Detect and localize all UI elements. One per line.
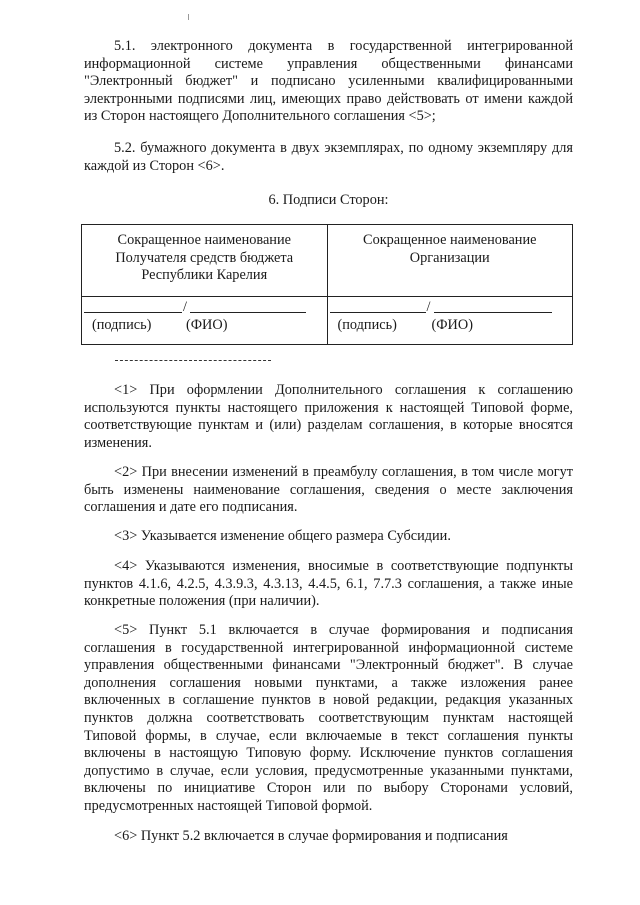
clause-5-2: 5.2. бумажного документа в двух экземплярах, по одному экземпляру для каждой из Сторон <6>.	[84, 140, 573, 174]
footnote-4: <4> Указываются изменения, вносимые в соответствующие подпункты пунктов 4.1.6, 4.2.5, 4.3.9.3, 4.3.13, 4.4.5, 6.1, 7.7.3 соглашения, а также иные конкретные положения (при наличии).	[84, 558, 573, 610]
footnote-1: <1> При оформлении Дополнительного соглашения к соглашению используются пункты настоящего приложения к настоящей Типовой форме, соответствующие пунктам и (или) разделам соглашения, в которые вносятся изменения.	[84, 382, 573, 451]
left-party-header: Сокращенное наименование Получателя средств бюджета Республики Карелия	[82, 225, 328, 297]
right-signature-cell	[327, 297, 573, 345]
name-label: (ФИО)	[431, 317, 473, 333]
left-signature-cell	[82, 297, 328, 345]
signatures-table	[81, 224, 573, 345]
slash: /	[183, 299, 187, 315]
footnote-5: <5> Пункт 5.1 включается в случае формирования и подписания соглашения в государственной интегрированной информационной системе управления общественными финансами "Электронный бюджет". В случае дополнения соглашения новыми пунктами, а также изложения ранее включенных в соглашение пунктов в новой редакции, редакция указанных пунктов должна соответствовать соответствующим пунктам настоящей Типовой формы, в случае, если включаемые в текст соглашения пункты включены в настоящую Типовую форму. Исключение пунктов соглашения допустимо в случае, если условия, предусмотренные указанными пунктами, включены по инициативе Сторон или по выбору Сторонами условий, предусмотренных настоящей Типовой формой.	[84, 622, 573, 814]
footnote-6: <6> Пункт 5.2 включается в случае формирования и подписания	[114, 828, 508, 844]
footnote-separator	[115, 360, 271, 361]
sign-label: (подпись)	[337, 317, 397, 333]
signature-line	[330, 312, 426, 313]
clause-5-1: 5.1. электронного документа в государственной интегрированной информационной системе управления общественными финансами "Электронный бюджет" и подписано усиленными квалифицированными электронными подписями лиц, имеющих право действовать от имени каждой из Сторон настоящего Дополнительного соглашения <5>;	[84, 38, 573, 125]
name-line	[434, 312, 552, 313]
name-line	[190, 312, 306, 313]
name-label: (ФИО)	[186, 317, 228, 333]
slash: /	[426, 299, 431, 315]
signature-line	[84, 312, 182, 313]
sign-label: (подпись)	[92, 317, 152, 333]
footnote-3: <3> Указывается изменение общего размера Субсидии.	[114, 528, 451, 544]
footnote-2: <2> При внесении изменений в преамбулу соглашения, в том числе могут быть изменены наименование соглашения, сведения о месте заключения соглашения и дате его подписания.	[84, 464, 573, 516]
scan-mark	[188, 14, 189, 20]
right-party-header: Сокращенное наименование Организации	[327, 225, 573, 297]
section-title: 6. Подписи Сторон:	[268, 192, 389, 208]
